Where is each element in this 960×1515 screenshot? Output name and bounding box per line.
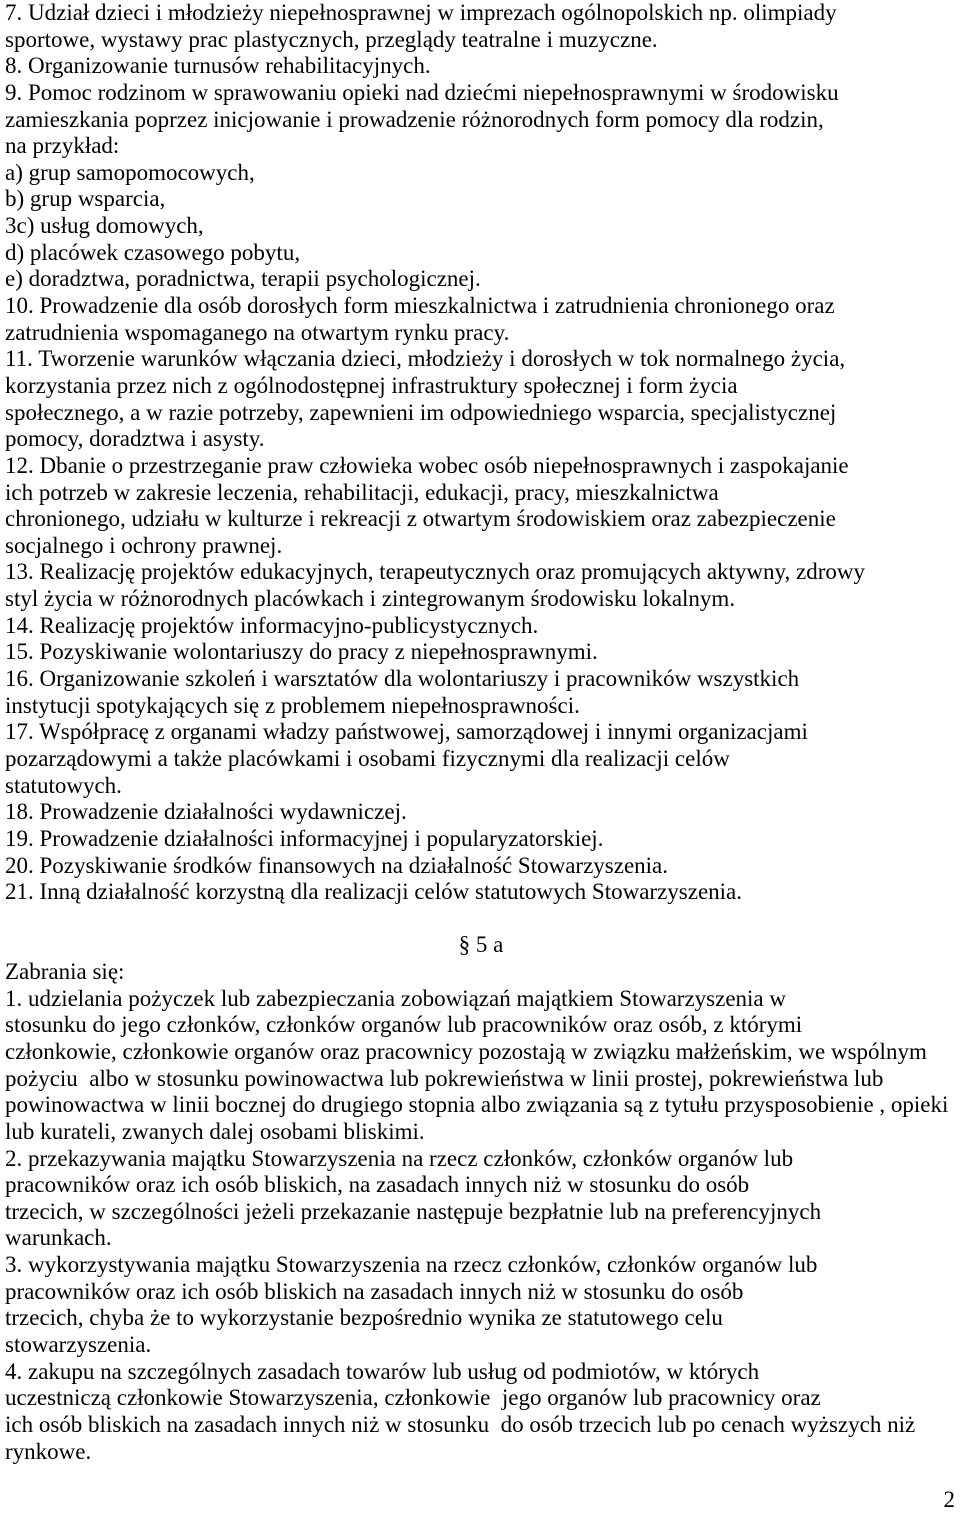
item-text-line: korzystania przez nich z ogólnodostępnej infrastruktury społecznej i form życia <box>5 372 738 398</box>
item-text-line: 13. Realizację projektów edukacyjnych, terapeutycznych oraz promujących aktywny, zdrowy <box>5 559 866 585</box>
list-item-13 <box>5 559 957 612</box>
sub-list <box>5 160 957 293</box>
item-text-line: 15. Pozyskiwanie wolontariuszy do pracy z niepełnosprawnymi. <box>5 639 598 665</box>
item-text-line: rynkowe. <box>5 1438 92 1464</box>
prohibition-list <box>5 986 957 1466</box>
list-item-15 <box>5 639 957 666</box>
sub-item: d) placówek czasowego pobytu, <box>5 239 301 265</box>
item-text-line: ich potrzeb w zakresie leczenia, rehabilitacji, edukacji, pracy, mieszkalnictwa <box>5 479 719 505</box>
sub-item: a) grup samopomocowych, <box>5 159 255 185</box>
item-text-line: zamieszkania poprzez inicjowanie i prowadzenie różnorodnych form pomocy dla rodzin, <box>5 106 824 132</box>
list-item-18 <box>5 799 957 826</box>
sub-item: b) grup wsparcia, <box>5 186 166 212</box>
sub-item: e) doradztwa, poradnictwa, terapii psychologicznej. <box>5 266 481 292</box>
item-text-line: stowarzyszenia. <box>5 1332 152 1358</box>
item-text-line: statutowych. <box>5 772 122 798</box>
section-intro: Zabrania się: <box>5 959 125 985</box>
item-text-line: zatrudnienia wspomaganego na otwartym rynku pracy. <box>5 319 510 345</box>
list-item-7 <box>5 0 957 53</box>
list-item-21 <box>5 879 957 906</box>
item-text-line: 21. Inną działalność korzystną dla realizacji celów statutowych Stowarzyszenia. <box>5 879 742 905</box>
item-text-line: 10. Prowadzenie dla osób dorosłych form mieszkalnictwa i zatrudnienia chronionego oraz <box>5 293 835 319</box>
item-text-line: 12. Dbanie o przestrzeganie praw człowieka wobec osób niepełnosprawnych i zaspokajanie <box>5 452 849 478</box>
item-text-line: styl życia w różnorodnych placówkach i zintegrowanym środowisku lokalnym. <box>5 586 736 612</box>
item-text-line: 8. Organizowanie turnusów rehabilitacyjnych. <box>5 53 431 79</box>
section-5a <box>5 932 957 1465</box>
item-text-line: pożyciu albo w stosunku powinowactwa lub pokrewieństwa w linii prostej, pokrewieństwa lub <box>5 1065 884 1091</box>
item-text-line: 7. Udział dzieci i młodzieży niepełnosprawnej w imprezach ogólnopolskich np. olimpiady <box>5 0 837 25</box>
item-text-line: 16. Organizowanie szkoleń i warsztatów dla wolontariuszy i pracowników wszystkich <box>5 666 800 692</box>
item-text-line: uczestniczą członkowie Stowarzyszenia, członkowie jego organów lub pracownicy oraz <box>5 1385 821 1411</box>
list-item-14 <box>5 613 957 640</box>
item-text-line: 17. Współpracę z organami władzy państwowej, samorządowej i innymi organizacjami <box>5 719 808 745</box>
item-text-line: warunkach. <box>5 1225 112 1251</box>
list-item-12 <box>5 453 957 560</box>
item-text-line: pracowników oraz ich osób bliskich, na zasadach innych niż w stosunku do osób <box>5 1172 750 1198</box>
list-item-9 <box>5 80 957 293</box>
item-text-line: trzecich, chyba że to wykorzystanie bezpośrednio wynika ze statutowego celu <box>5 1305 723 1331</box>
item-text-line: 1. udzielania pożyczek lub zabezpieczania zobowiązań majątkiem Stowarzyszenia w <box>5 985 786 1011</box>
item-text-line: 9. Pomoc rodzinom w sprawowaniu opieki nad dziećmi niepełnosprawnymi w środowisku <box>5 79 839 105</box>
list-item-10 <box>5 293 957 346</box>
list-item-11 <box>5 346 957 453</box>
item-text-line: 3. wykorzystywania majątku Stowarzyszenia na rzecz członków, członków organów lub <box>5 1252 818 1278</box>
blank-line <box>5 906 957 933</box>
item-text-line: 4. zakupu na szczególnych zasadach towarów lub usług od podmiotów, w których <box>5 1358 760 1384</box>
page-number: 2 <box>943 1487 955 1512</box>
list-item-19 <box>5 826 957 853</box>
prohibition-item-4 <box>5 1359 957 1466</box>
list-item-8 <box>5 53 957 80</box>
sub-item: 3c) usług domowych, <box>5 213 204 239</box>
item-text-line: chronionego, udziału w kulturze i rekreacji z otwartym środowiskiem oraz zabezpieczenie <box>5 506 836 532</box>
item-text-line: pomocy, doradztwa i asysty. <box>5 426 265 452</box>
item-text-line: socjalnego i ochrony prawnej. <box>5 532 283 558</box>
prohibition-item-1 <box>5 986 957 1146</box>
list-item-16 <box>5 666 957 719</box>
item-text-line: powinowactwa w linii bocznej do drugiego stopnia albo związania są z tytułu przysposobienie , opieki <box>5 1092 949 1118</box>
item-text-line: pozarządowymi a także placówkami i osobami fizycznymi dla realizacji celów <box>5 745 730 771</box>
prohibition-item-3 <box>5 1252 957 1359</box>
item-text-line: sportowe, wystawy prac plastycznych, przeglądy teatralne i muzyczne. <box>5 26 658 52</box>
item-text-line: społecznego, a w razie potrzeby, zapewnieni im odpowiedniego wsparcia, specjalistycznej <box>5 399 837 425</box>
item-text-line: 11. Tworzenie warunków włączania dzieci, młodzieży i dorosłych w tok normalnego życia, <box>5 346 846 372</box>
item-text-line: 19. Prowadzenie działalności informacyjnej i popularyzatorskiej. <box>5 825 604 851</box>
list-item-17 <box>5 719 957 799</box>
item-text-line: trzecich, w szczególności jeżeli przekazanie następuje bezpłatnie lub na preferencyjnych <box>5 1198 822 1224</box>
item-text-line: pracowników oraz ich osób bliskich na zasadach innych niż w stosunku do osób <box>5 1278 744 1304</box>
document-page <box>5 0 957 1465</box>
prohibition-item-2 <box>5 1146 957 1253</box>
item-text-line: stosunku do jego członków, członków organów lub pracowników oraz osób, z którymi <box>5 1012 803 1038</box>
item-text-line: na przykład: <box>5 133 120 159</box>
item-text-line: ich osób bliskich na zasadach innych niż w stosunku do osób trzecich lub po cenach wyższych niż <box>5 1411 916 1437</box>
item-text-line: lub kurateli, zwanych dalej osobami bliskimi. <box>5 1118 425 1144</box>
item-text-line: 20. Pozyskiwanie środków finansowych na działalność Stowarzyszenia. <box>5 852 669 878</box>
item-text-line: instytucji spotykających się z problemem niepełnosprawności. <box>5 692 580 718</box>
item-text-line: członkowie, członkowie organów oraz pracownicy pozostają w związku małżeńskim, we wspólnym <box>5 1038 927 1064</box>
item-text-line: 2. przekazywania majątku Stowarzyszenia na rzecz członków, członków organów lub <box>5 1145 794 1171</box>
section-heading: § 5 a <box>458 932 504 958</box>
item-text-line: 18. Prowadzenie działalności wydawniczej. <box>5 799 407 825</box>
list-item-20 <box>5 853 957 880</box>
item-text-line: 14. Realizację projektów informacyjno-publicystycznych. <box>5 612 539 638</box>
